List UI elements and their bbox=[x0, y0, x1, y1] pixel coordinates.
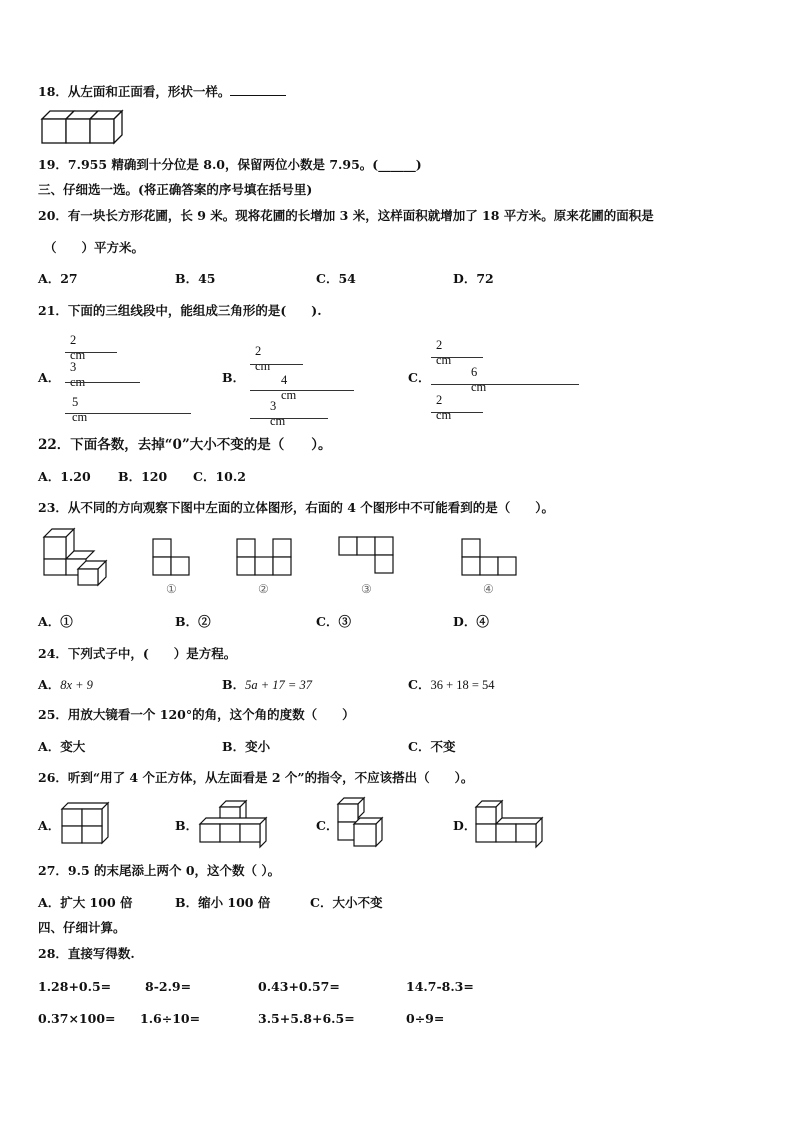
cube-figure-d bbox=[476, 801, 546, 849]
figure-label-2: ② bbox=[258, 582, 269, 596]
option-a[interactable]: A．① bbox=[38, 614, 73, 629]
option-a-letter[interactable]: A． bbox=[38, 370, 61, 385]
calc-item[interactable]: 8-2.9= bbox=[145, 979, 192, 994]
calc-item[interactable]: 0.43+0.57= bbox=[258, 979, 340, 994]
option-c-letter[interactable]: C． bbox=[408, 370, 431, 385]
option-d[interactable]: D．④ bbox=[453, 614, 489, 629]
option-c-expression: 36 + 18 = 54 bbox=[430, 678, 495, 692]
option-b[interactable]: B．缩小 100 倍 bbox=[175, 895, 271, 910]
segment-line bbox=[431, 412, 483, 413]
segment-label: 2 cm bbox=[70, 333, 86, 362]
segment-label: 2 cm bbox=[436, 338, 452, 367]
section-4-heading: 四、仔细计算。 bbox=[38, 920, 126, 935]
answer-blank[interactable] bbox=[230, 84, 286, 96]
option-a[interactable]: A．变大 bbox=[38, 739, 86, 754]
segment-line bbox=[431, 384, 579, 385]
figure-label-1: ① bbox=[166, 582, 177, 596]
section-3-heading: 三、仔细选一选。(将正确答案的序号填在括号里) bbox=[38, 182, 313, 197]
segment-label: 4 cm bbox=[281, 373, 297, 402]
option-b[interactable]: B．变小 bbox=[222, 739, 271, 754]
option-b-expression: 5a + 17 = 37 bbox=[245, 678, 312, 692]
calc-item[interactable]: 1.28+0.5= bbox=[38, 979, 112, 994]
option-c[interactable]: C． bbox=[316, 818, 339, 833]
option-a[interactable]: A．扩大 100 倍 bbox=[38, 895, 133, 910]
calc-item[interactable]: 0÷9= bbox=[406, 1011, 445, 1026]
cube-figure-b bbox=[200, 801, 270, 849]
option-c[interactable]: C．③ bbox=[316, 614, 351, 629]
question-23: 23．从不同的方向观察下图中左面的立体图形，右面的 4 个图形中不可能看到的是（ ）。 bbox=[38, 500, 555, 515]
option-c[interactable]: C．10.2 bbox=[193, 469, 246, 484]
option-a[interactable]: A． bbox=[38, 818, 61, 833]
figure-label-4: ④ bbox=[483, 582, 494, 596]
calc-item[interactable]: 1.6÷10= bbox=[140, 1011, 201, 1026]
segment-line bbox=[65, 382, 140, 383]
option-b[interactable]: B． bbox=[175, 818, 199, 833]
segment-label: 6 cm bbox=[471, 365, 487, 394]
segment-line bbox=[65, 352, 117, 353]
solid-figure-q23 bbox=[44, 529, 110, 585]
option-d[interactable]: D． bbox=[453, 818, 477, 833]
calc-item[interactable]: 0.37×100= bbox=[38, 1011, 116, 1026]
option-a[interactable]: A．1.20 bbox=[38, 469, 91, 484]
question-28: 28．直接写得数. bbox=[38, 946, 135, 961]
question-26: 26．听到“用了 4 个正方体，从左面看是 2 个”的指令，不应该搭出（ ）。 bbox=[38, 770, 474, 785]
option-b[interactable]: B．120 bbox=[118, 469, 168, 484]
option-a-expression: 8x + 9 bbox=[60, 678, 93, 692]
option-a-letter: A． bbox=[38, 677, 61, 692]
option-b[interactable]: B．45 bbox=[175, 271, 216, 286]
segment-line bbox=[250, 364, 303, 365]
segment-label: 2 cm bbox=[436, 393, 452, 422]
segment-label: 3 cm bbox=[70, 360, 86, 389]
question-20-line2: （ ）平方米。 bbox=[44, 240, 145, 255]
segment-line bbox=[250, 418, 328, 419]
calc-item[interactable]: 3.5+5.8+6.5= bbox=[258, 1011, 355, 1026]
view-figure-1 bbox=[152, 538, 192, 578]
option-b-letter: B． bbox=[222, 677, 246, 692]
segment-line bbox=[65, 413, 191, 414]
option-c[interactable]: C．54 bbox=[316, 271, 356, 286]
question-18 bbox=[38, 84, 286, 100]
question-19: 19．7.955 精确到十分位是 8.0，保留两位小数是 7.95。(______) bbox=[38, 157, 422, 172]
figure-label-3: ③ bbox=[361, 582, 372, 596]
view-figure-2 bbox=[236, 538, 296, 578]
segment-label: 2 cm bbox=[255, 344, 271, 373]
view-figure-4 bbox=[461, 538, 521, 578]
segment-line bbox=[431, 357, 483, 358]
cube-figure-c bbox=[338, 798, 388, 850]
option-b-letter[interactable]: B． bbox=[222, 370, 246, 385]
question-18-number: 18． bbox=[38, 84, 68, 99]
option-c[interactable] bbox=[408, 677, 495, 693]
option-b[interactable] bbox=[222, 677, 312, 693]
question-22: 22．下面各数，去掉“0”大小不变的是（ ）。 bbox=[38, 437, 332, 453]
segment-label: 5 cm bbox=[72, 395, 88, 424]
segment-label: 3 cm bbox=[270, 399, 286, 428]
question-24: 24．下列式子中，( ）是方程。 bbox=[38, 646, 237, 661]
cube-figure-a bbox=[62, 803, 112, 849]
view-figure-3 bbox=[338, 536, 398, 576]
question-20-line1: 20．有一块长方形花圃，长 9 米。现将花圃的长增加 3 米，这样面积就增加了 18 平方米。原来花圃的面积是 bbox=[38, 208, 654, 223]
option-d[interactable]: D．72 bbox=[453, 271, 494, 286]
option-c[interactable]: C．不变 bbox=[408, 739, 456, 754]
question-25: 25．用放大镜看一个 120°的角，这个角的度数（ ） bbox=[38, 707, 355, 722]
segment-line bbox=[250, 390, 354, 391]
question-21: 21．下面的三组线段中，能组成三角形的是( ). bbox=[38, 303, 322, 318]
option-c-letter: C． bbox=[408, 677, 431, 692]
cube-stack-figure-q18 bbox=[42, 109, 132, 145]
option-b[interactable]: B．② bbox=[175, 614, 211, 629]
question-27: 27．9.5 的末尾添上两个 0，这个数（ ）。 bbox=[38, 863, 281, 878]
calc-item[interactable]: 14.7-8.3= bbox=[406, 979, 474, 994]
option-c[interactable]: C．大小不变 bbox=[310, 895, 383, 910]
option-a[interactable]: A．27 bbox=[38, 271, 78, 286]
option-a[interactable] bbox=[38, 677, 93, 693]
question-18-text: 从左面和正面看，形状一样。 bbox=[67, 84, 231, 99]
